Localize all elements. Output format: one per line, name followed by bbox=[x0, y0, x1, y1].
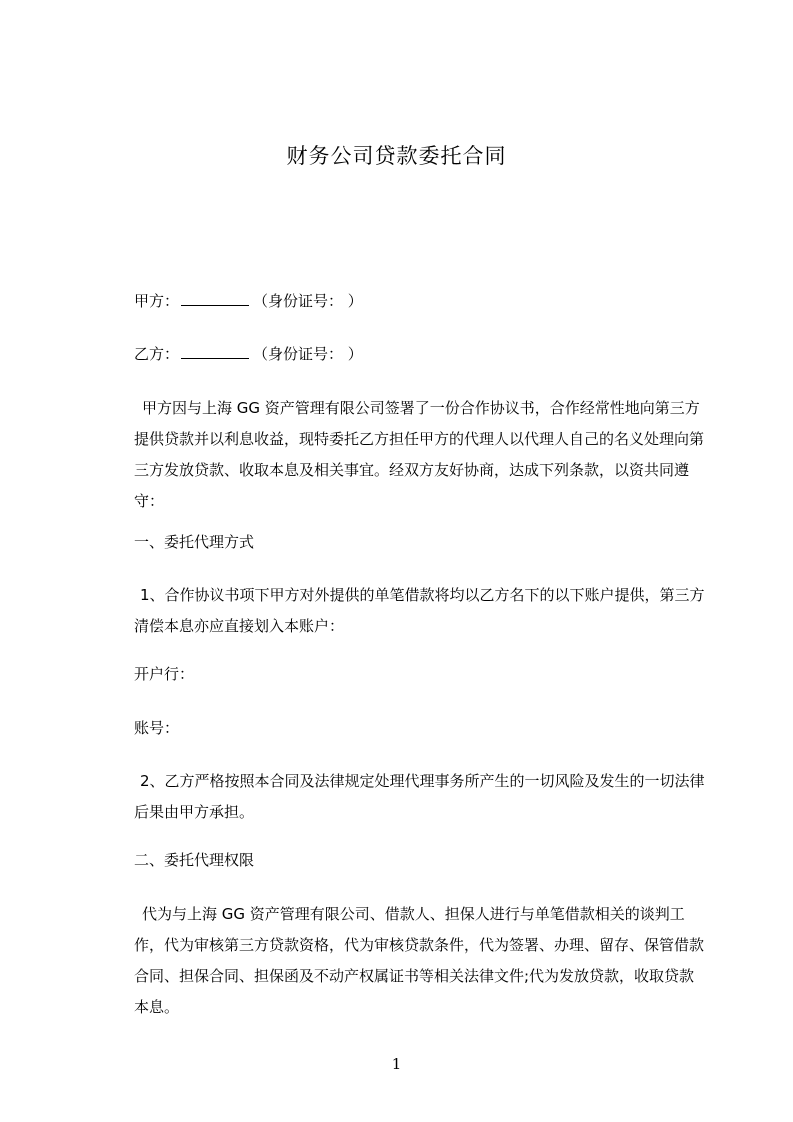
section2-heading: 二、委托代理权限 bbox=[134, 851, 255, 869]
account-label: 账号： bbox=[134, 719, 180, 737]
document-title: 财务公司贷款委托合同 bbox=[286, 144, 507, 168]
party-a-label: 甲方： bbox=[134, 292, 180, 310]
party-a-name-blank bbox=[181, 291, 249, 306]
section1-item2: 2、乙方严格按照本合同及法律规定处理代理事务所产生的一切风险及发生的一切法律后果由甲方承担。 bbox=[134, 772, 705, 821]
party-b-name-blank bbox=[181, 344, 249, 359]
bank-label: 开户行： bbox=[134, 665, 195, 683]
section1-heading: 一、委托代理方式 bbox=[134, 533, 255, 551]
party-a-line bbox=[134, 290, 363, 312]
party-b-line bbox=[134, 343, 363, 365]
party-b-label: 乙方： bbox=[134, 345, 180, 363]
party-b-id: （身份证号： ） bbox=[253, 345, 363, 363]
section2-text: 代为与上海 GG 资产管理有限公司、借款人、担保人进行与单笔借款相关的谈判工作，代为审核第三方贷款资格，代为审核贷款条件，代为签署、办理、留存、保管借款合同、担保合同、担保函及不动产权属证书等相关法律文件;代为发放贷款，收取贷款本息。 bbox=[134, 905, 705, 1016]
section1-item1: 1、合作协议书项下甲方对外提供的单笔借款将均以乙方名下的以下账户提供，第三方清偿本息亦应直接划入本账户： bbox=[134, 586, 705, 635]
page-number: 1 bbox=[391, 1055, 402, 1073]
party-a-id: （身份证号： ） bbox=[253, 292, 363, 310]
preamble-paragraph: 甲方因与上海 GG 资产管理有限公司签署了一份合作协议书，合作经常性地向第三方提供贷款并以利息收益，现特委托乙方担任甲方的代理人以代理人自己的名义处理向第三方发放贷款、收取本息及相关事宜。经双方友好协商，达成下列条款，以资共同遵守： bbox=[134, 399, 705, 510]
